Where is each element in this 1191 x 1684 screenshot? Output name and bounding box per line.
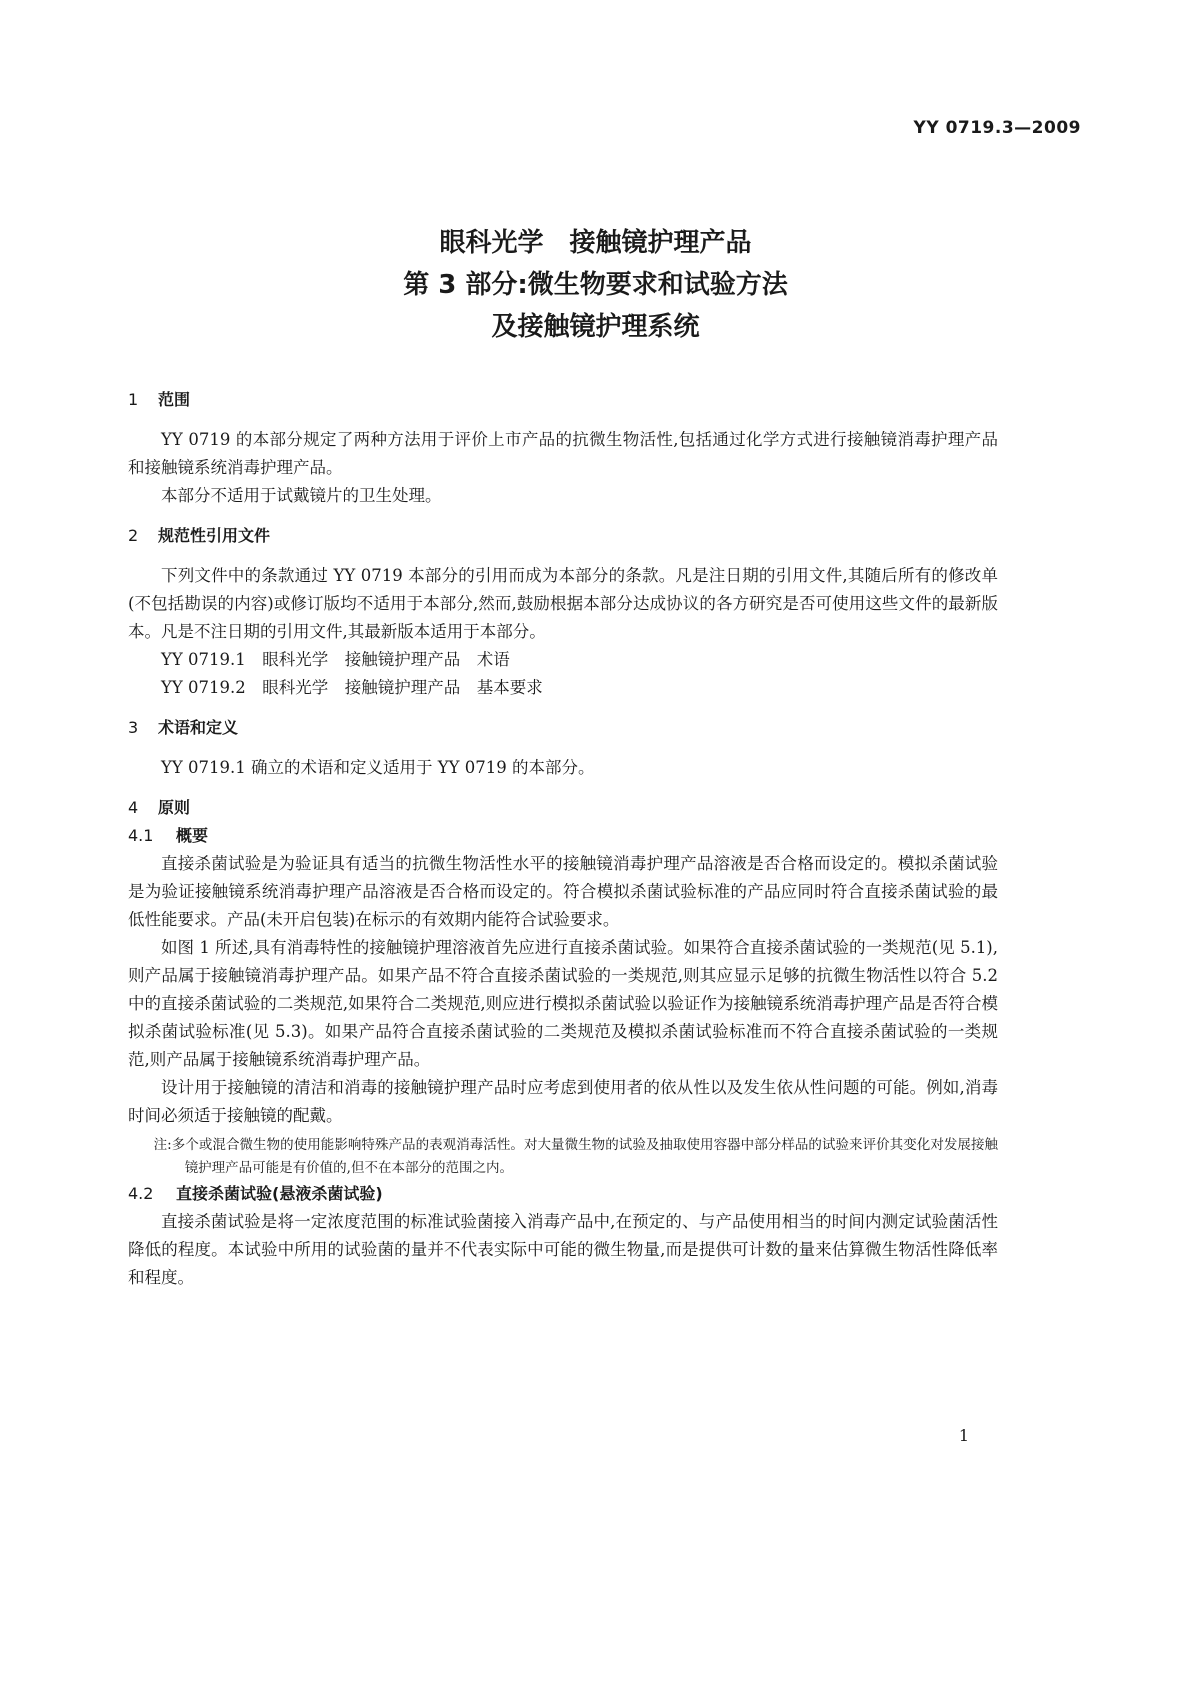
section-1-paragraph-2: 本部分不适用于试戴镜片的卫生处理。 xyxy=(161,486,442,505)
section-4-1-paragraph-2: 如图 1 所述,具有消毒特性的接触镜护理溶液首先应进行直接杀菌试验。如果符合直接杀菌试验的一类规范(见 5.1),则产品属于接触镜消毒护理产品。如果产品不符合直接杀菌试验的一类规范,则其应显示足够的抗微生物活性以符合 5.2 中的直接杀菌试验的二类规范,如果符合二类规范,则应进行模拟杀菌试验以验证作为接触镜系统消毒护理产品是否符合模拟杀菌试验标准(见 5.3)。如果产品符合直接杀菌试验的二类规范及模拟杀菌试验标准而不符合直接杀菌试验的一类规范,则产品属于接触镜系统消毒护理产品。 xyxy=(128,938,998,1069)
document-title xyxy=(0,222,1191,348)
section-4-2-paragraph-1: 直接杀菌试验是将一定浓度范围的标准试验菌接入消毒产品中,在预定的、与产品使用相当的时间内测定试验菌活性降低的程度。本试验中所用的试验菌的量并不代表实际中可能的微生物量,而是提供可计数的量来估算微生物活性降低率和程度。 xyxy=(128,1212,998,1287)
title-line-3: 及接触镜护理系统 xyxy=(491,312,700,342)
section-3-paragraph-1: YY 0719.1 确立的术语和定义适用于 YY 0719 的本部分。 xyxy=(161,758,595,777)
document-body xyxy=(128,386,998,1292)
page-number: 1 xyxy=(958,1426,969,1445)
section-3-heading: 3 术语和定义 xyxy=(128,718,239,737)
title-line-1: 眼科光学 接触镜护理产品 xyxy=(439,228,752,258)
section-2-paragraph-1: 下列文件中的条款通过 YY 0719 本部分的引用而成为本部分的条款。凡是注日期的引用文件,其随后所有的修改单(不包括勘误的内容)或修订版均不适用于本部分,然而,鼓励根据本部分达成协议的各方研究是否可使用这些文件的最新版本。凡是不注日期的引用文件,其最新版本适用于本部分。 xyxy=(128,566,998,641)
section-1-heading: 1 范围 xyxy=(128,390,191,409)
section-2-heading: 2 规范性引用文件 xyxy=(128,526,271,545)
section-1-paragraph-1: YY 0719 的本部分规定了两种方法用于评价上市产品的抗微生物活性,包括通过化学方式进行接触镜消毒护理产品和接触镜系统消毒护理产品。 xyxy=(128,430,998,477)
section-4-heading: 4 原则 xyxy=(128,798,191,817)
section-4-1-heading: 4.1 概要 xyxy=(128,826,209,845)
section-4-1-paragraph-1: 直接杀菌试验是为验证具有适当的抗微生物活性水平的接触镜消毒护理产品溶液是否合格而设定的。模拟杀菌试验是为验证接触镜系统消毒护理产品溶液是否合格而设定的。符合模拟杀菌试验标准的产品应同时符合直接杀菌试验的最低性能要求。产品(未开启包装)在标示的有效期内能符合试验要求。 xyxy=(128,854,998,929)
standard-code: YY 0719.3—2009 xyxy=(913,118,1081,138)
reference-item-2: YY 0719.2 眼科光学 接触镜护理产品 基本要求 xyxy=(161,678,543,697)
section-4-1-note: 注:多个或混合微生物的使用能影响特殊产品的表观消毒活性。对大量微生物的试验及抽取使用容器中部分样品的试验来评价其变化对发展接触镜护理产品可能是有价值的,但不在本部分的范围之内。 xyxy=(153,1137,998,1176)
section-4-1-paragraph-3: 设计用于接触镜的清洁和消毒的接触镜护理产品时应考虑到使用者的依从性以及发生依从性问题的可能。例如,消毒时间必须适于接触镜的配戴。 xyxy=(128,1078,998,1125)
section-4-2-heading: 4.2 直接杀菌试验(悬液杀菌试验) xyxy=(128,1184,383,1203)
reference-item-1: YY 0719.1 眼科光学 接触镜护理产品 术语 xyxy=(161,650,510,669)
title-line-2: 第 3 部分:微生物要求和试验方法 xyxy=(403,270,788,300)
